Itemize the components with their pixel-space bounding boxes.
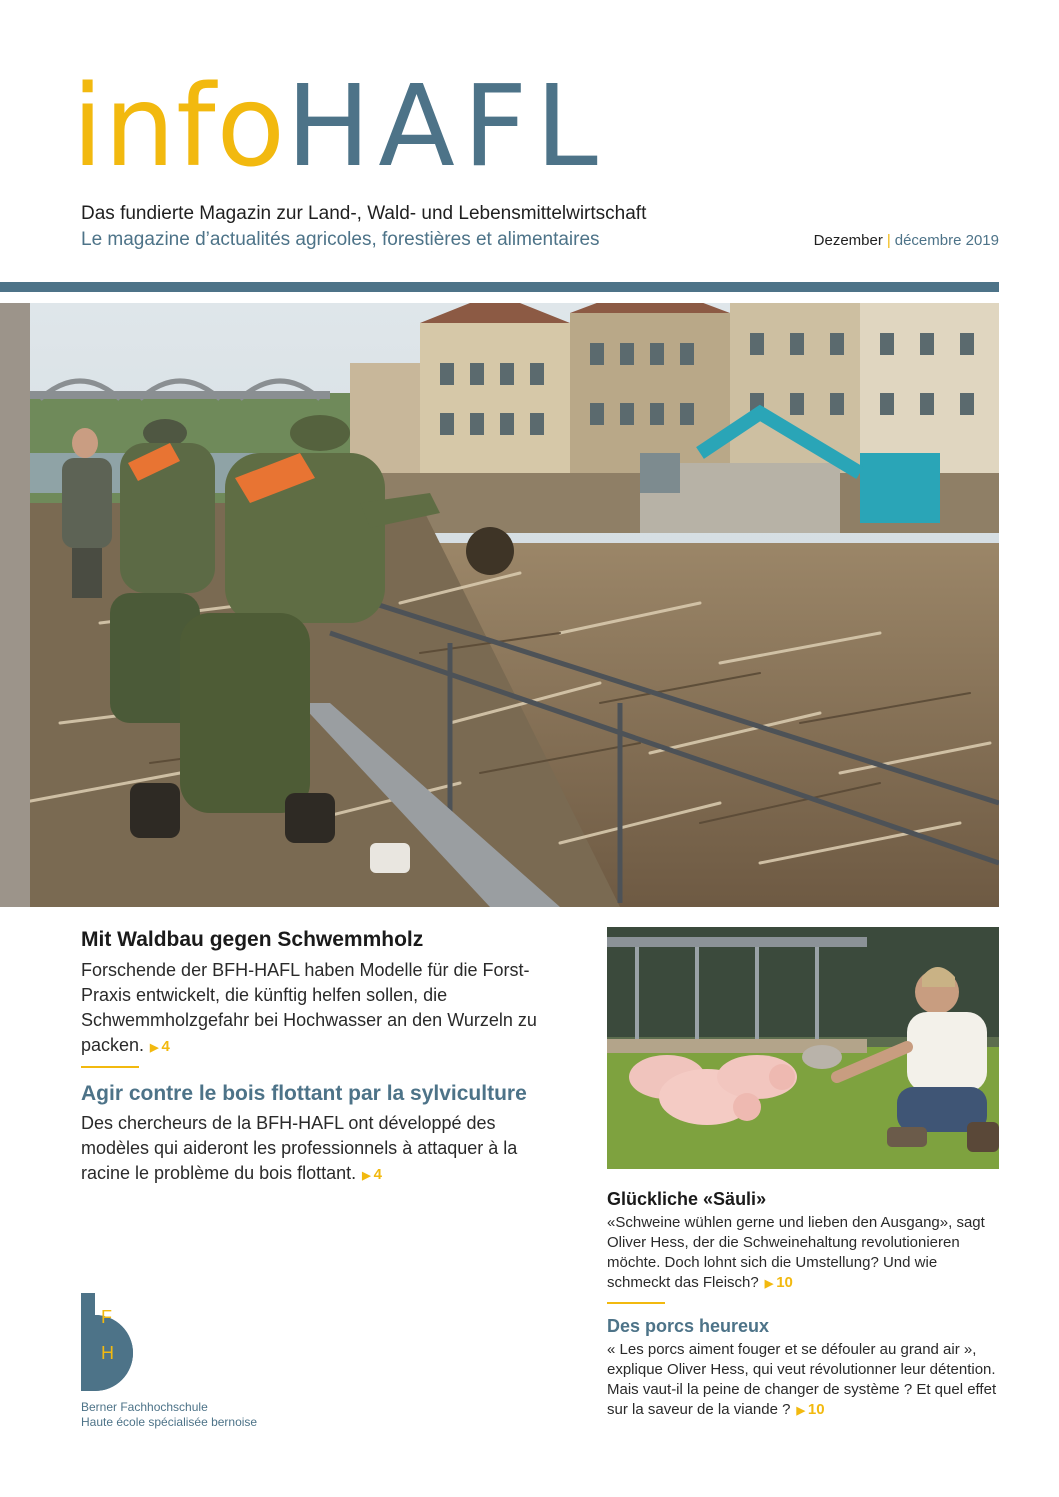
side-ref-de-page: 10 (776, 1274, 793, 1291)
lead-text-fr (81, 1111, 551, 1189)
lead-ref-de[interactable] (150, 1038, 170, 1055)
lead-ref-de-page: 4 (161, 1038, 170, 1055)
bfh-logo-icon (81, 1293, 143, 1391)
school-name-fr: Haute école spécialisée bernoise (81, 1415, 258, 1429)
logo-letter-f: F (101, 1307, 112, 1327)
side-text-de-body: «Schweine wühlen gerne und lieben den Ausgang», sagt Oliver Hess, der die Schweinehaltung revolutionieren möchte. Doch lohnt sich die Umstellung? Und wie schmeckt das Fleisch? (607, 1214, 985, 1291)
lead-text-de-body: Forschende der BFH-HAFL haben Modelle für die Forst-Praxis entwickelt, die künftig helfen sollen, die Schwemmholzgefahr bei Hochwasser an den Wurzeln zu packen. (81, 960, 537, 1055)
lead-text-fr-body: Des chercheurs de la BFH-HAFL ont développé des modèles qui aideront les professionnels à attaquer à la racine le problème du bois flottant. (81, 1113, 518, 1183)
issue-month-fr: décembre 2019 (894, 232, 999, 249)
side-headline-fr: Des porcs heureux (607, 1316, 770, 1336)
article-divider (81, 1066, 139, 1068)
logo-letter-h: H (101, 1343, 114, 1363)
bfh-logo (81, 1293, 143, 1391)
side-article-divider (607, 1302, 665, 1304)
issue-month-de: Dezember (813, 232, 883, 249)
lead-headline-fr: Agir contre le bois flottant par la sylviculture (81, 1082, 527, 1105)
lead-text-de (81, 958, 541, 1061)
side-text-de (607, 1213, 999, 1294)
issue-separator: | (886, 232, 891, 249)
side-ref-fr[interactable] (796, 1401, 824, 1418)
side-headline-de: Glückliche «Säuli» (607, 1189, 767, 1209)
arrow-right-icon: ▶ (764, 1278, 774, 1290)
arrow-right-icon: ▶ (796, 1405, 805, 1417)
flood-debris-photo-icon (0, 303, 999, 907)
header-divider (0, 282, 999, 292)
logo-hafl: HAFL (286, 62, 606, 192)
school-name-de: Berner Fachhochschule (81, 1400, 208, 1414)
arrow-right-icon: ▶ (362, 1170, 371, 1182)
side-article-photo (607, 927, 999, 1169)
subtitle-german: Das fundierte Magazin zur Land-, Wald- und Lebensmittelwirtschaft (81, 203, 647, 224)
pigs-photo-icon (607, 927, 999, 1169)
hero-photo (0, 303, 999, 907)
lead-headline-de: Mit Waldbau gegen Schwemmholz (81, 928, 424, 951)
lead-ref-fr[interactable] (362, 1166, 382, 1183)
side-text-fr-body: « Les porcs aiment fouger et se défouler au grand air », explique Oliver Hess, qui veut révolutionner leur détention. Mais vaut-il la peine de changer de système ? Et quel effet sur la saveur de la viande ? (607, 1341, 997, 1418)
side-text-fr (607, 1340, 999, 1421)
magazine-logo (72, 62, 606, 192)
logo-info: info (72, 62, 287, 192)
lead-ref-fr-page: 4 (373, 1166, 382, 1183)
arrow-right-icon: ▶ (150, 1042, 159, 1054)
side-ref-de[interactable] (765, 1274, 793, 1291)
subtitle-french: Le magazine d’actualités agricoles, forestières et alimentaires (81, 229, 600, 250)
side-ref-fr-page: 10 (807, 1401, 825, 1418)
issue-date (814, 232, 999, 249)
